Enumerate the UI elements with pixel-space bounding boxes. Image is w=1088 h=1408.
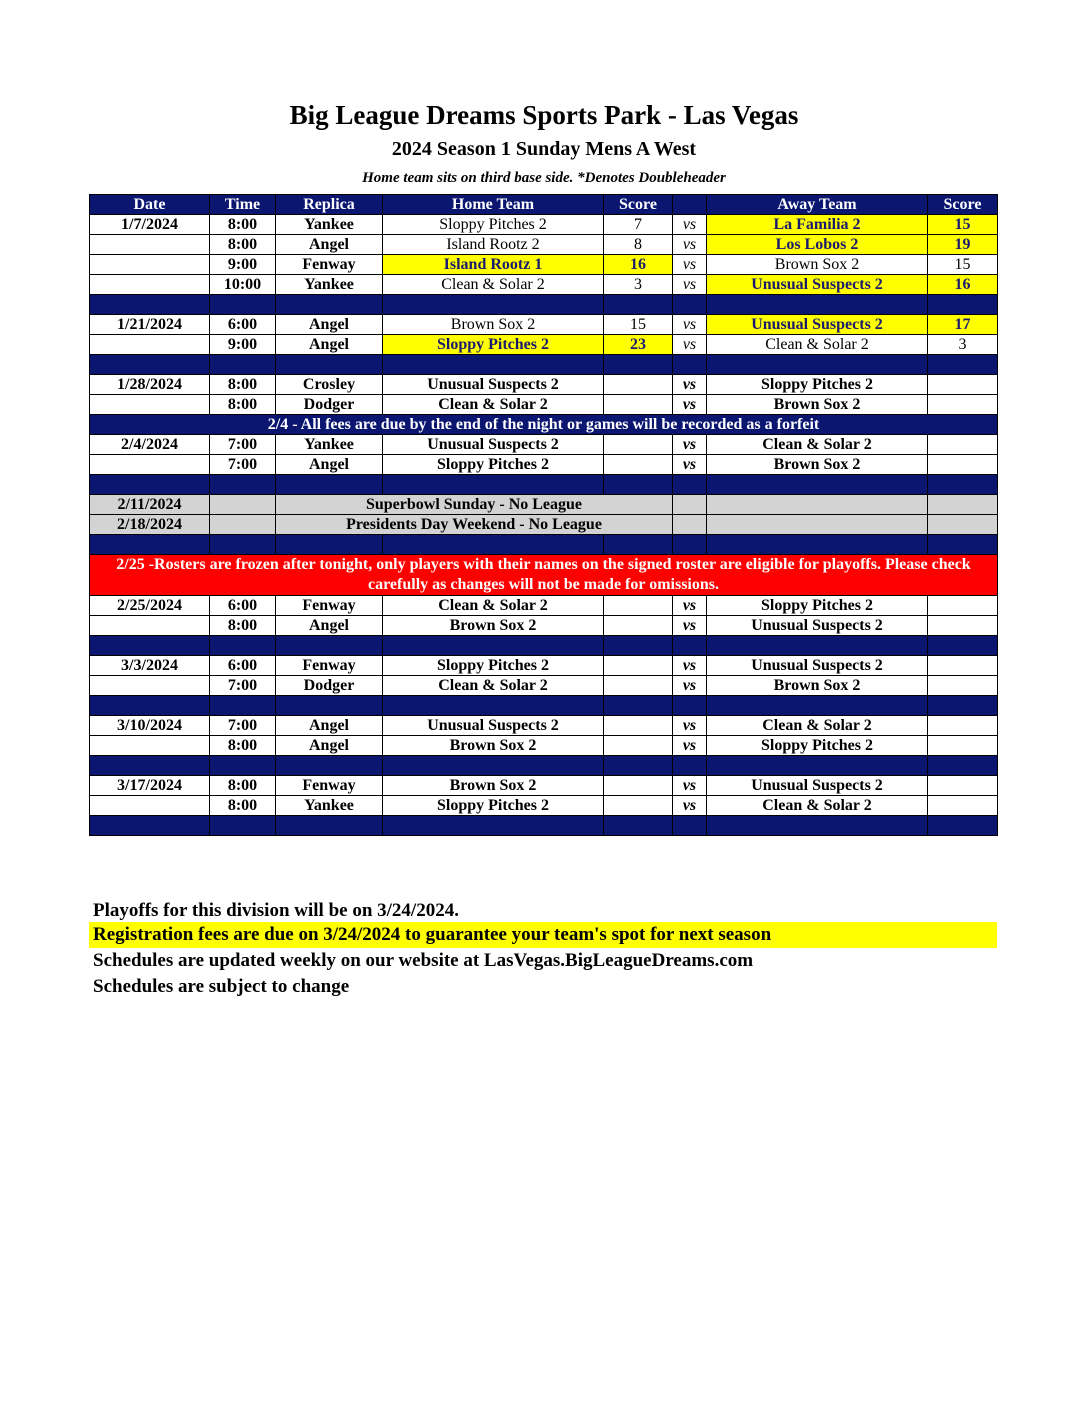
separator-cell	[90, 535, 210, 555]
game-row	[90, 716, 998, 736]
time-cell: 6:00	[210, 315, 276, 335]
replica-cell: Dodger	[276, 676, 383, 696]
home-score-cell: 7	[604, 215, 673, 235]
vs-cell: vs	[673, 455, 707, 475]
separator-cell	[383, 816, 604, 836]
away-team-cell: La Familia 2	[707, 215, 928, 235]
vs-cell	[673, 515, 707, 535]
col-time: Time	[210, 195, 276, 215]
replica-cell: Angel	[276, 335, 383, 355]
game-row	[90, 796, 998, 816]
separator-cell	[673, 696, 707, 716]
no-league-text: Presidents Day Weekend - No League	[276, 515, 673, 535]
away-team-cell: Brown Sox 2	[707, 255, 928, 275]
separator-cell	[928, 636, 998, 656]
vs-cell: vs	[673, 435, 707, 455]
time-cell: 6:00	[210, 656, 276, 676]
away-score-cell	[928, 375, 998, 395]
schedule-table	[89, 194, 998, 836]
home-score-cell	[604, 596, 673, 616]
vs-cell: vs	[673, 255, 707, 275]
date-cell	[90, 255, 210, 275]
home-team-cell: Unusual Suspects 2	[383, 435, 604, 455]
home-score-cell: 16	[604, 255, 673, 275]
game-row	[90, 255, 998, 275]
roster-freeze-text: 2/25 -Rosters are frozen after tonight, only players with their names on the signed roster are eligible for playoffs. Please check carefully as changes will not be made for omissions.	[90, 555, 998, 596]
game-row	[90, 275, 998, 295]
home-team-cell: Island Rootz 1	[383, 255, 604, 275]
separator-cell	[383, 696, 604, 716]
home-score-cell	[604, 395, 673, 415]
home-score-cell	[604, 776, 673, 796]
notice-text: 2/4 - All fees are due by the end of the night or games will be recorded as a forfeit	[90, 415, 998, 435]
col-vs	[673, 195, 707, 215]
date-cell	[90, 676, 210, 696]
home-team-cell: Clean & Solar 2	[383, 275, 604, 295]
replica-cell: Yankee	[276, 435, 383, 455]
separator-cell	[276, 636, 383, 656]
home-team-cell: Sloppy Pitches 2	[383, 335, 604, 355]
separator-cell	[604, 696, 673, 716]
home-score-cell	[604, 435, 673, 455]
separator-cell	[673, 355, 707, 375]
time-cell: 10:00	[210, 275, 276, 295]
game-row	[90, 335, 998, 355]
date-cell	[90, 235, 210, 255]
separator-cell	[210, 816, 276, 836]
separator-cell	[90, 756, 210, 776]
replica-cell: Yankee	[276, 215, 383, 235]
separator-cell	[90, 355, 210, 375]
separator-cell	[707, 475, 928, 495]
game-row	[90, 395, 998, 415]
home-score-cell	[604, 616, 673, 636]
game-row	[90, 776, 998, 796]
separator-cell	[604, 475, 673, 495]
vs-cell: vs	[673, 275, 707, 295]
separator-row	[90, 636, 998, 656]
game-row	[90, 676, 998, 696]
replica-cell: Angel	[276, 235, 383, 255]
home-team-cell: Sloppy Pitches 2	[383, 656, 604, 676]
home-team-cell: Brown Sox 2	[383, 315, 604, 335]
col-home-team: Home Team	[383, 195, 604, 215]
home-team-cell: Brown Sox 2	[383, 736, 604, 756]
away-score-cell	[928, 736, 998, 756]
separator-cell	[383, 355, 604, 375]
home-score-cell: 3	[604, 275, 673, 295]
away-score-cell: 15	[928, 255, 998, 275]
away-score-cell	[928, 495, 998, 515]
date-cell: 2/11/2024	[90, 495, 210, 515]
vs-cell: vs	[673, 375, 707, 395]
separator-cell	[707, 696, 928, 716]
vs-cell: vs	[673, 215, 707, 235]
separator-cell	[90, 475, 210, 495]
separator-cell	[673, 636, 707, 656]
replica-cell: Angel	[276, 716, 383, 736]
separator-cell	[90, 696, 210, 716]
col-home-score: Score	[604, 195, 673, 215]
time-cell: 7:00	[210, 435, 276, 455]
replica-cell: Yankee	[276, 275, 383, 295]
separator-cell	[383, 475, 604, 495]
away-score-cell: 17	[928, 315, 998, 335]
separator-cell	[383, 535, 604, 555]
away-team-cell: Brown Sox 2	[707, 676, 928, 696]
game-row	[90, 656, 998, 676]
vs-cell	[673, 495, 707, 515]
home-score-cell: 8	[604, 235, 673, 255]
separator-cell	[707, 816, 928, 836]
game-row	[90, 235, 998, 255]
time-cell: 8:00	[210, 796, 276, 816]
vs-cell: vs	[673, 335, 707, 355]
no-league-row	[90, 515, 998, 535]
home-score-cell: 23	[604, 335, 673, 355]
replica-cell: Angel	[276, 616, 383, 636]
away-score-cell	[928, 596, 998, 616]
replica-cell: Fenway	[276, 656, 383, 676]
separator-cell	[90, 816, 210, 836]
away-team-cell: Unusual Suspects 2	[707, 275, 928, 295]
vs-cell: vs	[673, 596, 707, 616]
separator-cell	[604, 295, 673, 315]
separator-cell	[928, 475, 998, 495]
separator-cell	[210, 295, 276, 315]
date-cell: 1/21/2024	[90, 315, 210, 335]
home-team-note: Home team sits on third base side. *Denotes Doubleheader	[362, 170, 726, 186]
separator-cell	[276, 475, 383, 495]
vs-cell: vs	[673, 796, 707, 816]
game-row	[90, 616, 998, 636]
home-score-cell	[604, 736, 673, 756]
notice-row	[90, 415, 998, 435]
vs-cell: vs	[673, 776, 707, 796]
replica-cell: Angel	[276, 736, 383, 756]
away-team-cell: Sloppy Pitches 2	[707, 736, 928, 756]
home-team-cell: Clean & Solar 2	[383, 676, 604, 696]
no-league-row	[90, 495, 998, 515]
home-score-cell	[604, 716, 673, 736]
date-cell: 3/17/2024	[90, 776, 210, 796]
time-cell	[210, 515, 276, 535]
schedule-body	[90, 215, 998, 836]
separator-cell	[604, 355, 673, 375]
separator-cell	[210, 475, 276, 495]
date-cell	[90, 335, 210, 355]
separator-cell	[210, 756, 276, 776]
away-team-cell: Brown Sox 2	[707, 395, 928, 415]
home-team-cell: Clean & Solar 2	[383, 596, 604, 616]
separator-cell	[928, 535, 998, 555]
time-cell: 8:00	[210, 215, 276, 235]
home-team-cell: Island Rootz 2	[383, 235, 604, 255]
separator-cell	[210, 636, 276, 656]
time-cell: 9:00	[210, 335, 276, 355]
website-note: Schedules are updated weekly on our website at LasVegas.BigLeagueDreams.com	[93, 950, 754, 971]
vs-cell: vs	[673, 716, 707, 736]
home-team-cell: Sloppy Pitches 2	[383, 796, 604, 816]
date-cell: 3/3/2024	[90, 656, 210, 676]
date-cell	[90, 275, 210, 295]
away-score-cell	[928, 676, 998, 696]
vs-cell: vs	[673, 235, 707, 255]
away-team-cell: Clean & Solar 2	[707, 435, 928, 455]
date-cell: 2/4/2024	[90, 435, 210, 455]
away-team-cell: Sloppy Pitches 2	[707, 596, 928, 616]
away-team-cell	[707, 515, 928, 535]
home-score-cell	[604, 676, 673, 696]
away-score-cell	[928, 776, 998, 796]
game-row	[90, 215, 998, 235]
separator-cell	[210, 696, 276, 716]
replica-cell: Angel	[276, 315, 383, 335]
away-score-cell	[928, 796, 998, 816]
home-score-cell: 15	[604, 315, 673, 335]
home-score-cell	[604, 796, 673, 816]
away-score-cell	[928, 455, 998, 475]
time-cell: 9:00	[210, 255, 276, 275]
separator-cell	[673, 816, 707, 836]
vs-cell: vs	[673, 656, 707, 676]
away-team-cell: Brown Sox 2	[707, 455, 928, 475]
away-team-cell: Los Lobos 2	[707, 235, 928, 255]
away-score-cell	[928, 656, 998, 676]
vs-cell: vs	[673, 315, 707, 335]
separator-cell	[276, 295, 383, 315]
separator-cell	[673, 295, 707, 315]
vs-cell: vs	[673, 395, 707, 415]
replica-cell: Fenway	[276, 776, 383, 796]
separator-cell	[276, 535, 383, 555]
time-cell: 7:00	[210, 676, 276, 696]
separator-cell	[707, 756, 928, 776]
separator-cell	[604, 816, 673, 836]
away-score-cell: 15	[928, 215, 998, 235]
game-row	[90, 315, 998, 335]
date-cell	[90, 455, 210, 475]
registration-note: Registration fees are due on 3/24/2024 to guarantee your team's spot for next season	[89, 922, 997, 948]
separator-cell	[210, 355, 276, 375]
separator-cell	[928, 816, 998, 836]
date-cell	[90, 736, 210, 756]
home-team-cell: Brown Sox 2	[383, 616, 604, 636]
home-team-cell: Sloppy Pitches 2	[383, 455, 604, 475]
separator-cell	[604, 636, 673, 656]
away-team-cell: Unusual Suspects 2	[707, 315, 928, 335]
vs-cell: vs	[673, 616, 707, 636]
separator-cell	[383, 756, 604, 776]
separator-row	[90, 355, 998, 375]
separator-cell	[276, 696, 383, 716]
separator-cell	[604, 756, 673, 776]
home-score-cell	[604, 375, 673, 395]
change-note: Schedules are subject to change	[93, 976, 350, 997]
away-score-cell: 19	[928, 235, 998, 255]
away-score-cell	[928, 716, 998, 736]
away-team-cell: Unusual Suspects 2	[707, 616, 928, 636]
separator-cell	[276, 816, 383, 836]
game-row	[90, 375, 998, 395]
time-cell: 7:00	[210, 455, 276, 475]
separator-cell	[210, 535, 276, 555]
time-cell: 8:00	[210, 395, 276, 415]
time-cell: 8:00	[210, 776, 276, 796]
time-cell: 8:00	[210, 375, 276, 395]
separator-row	[90, 475, 998, 495]
separator-row	[90, 696, 998, 716]
date-cell: 3/10/2024	[90, 716, 210, 736]
col-replica: Replica	[276, 195, 383, 215]
game-row	[90, 455, 998, 475]
separator-cell	[383, 636, 604, 656]
separator-row	[90, 816, 998, 836]
time-cell: 8:00	[210, 616, 276, 636]
playoffs-note: Playoffs for this division will be on 3/24/2024.	[93, 900, 459, 921]
separator-cell	[90, 295, 210, 315]
page-subtitle: 2024 Season 1 Sunday Mens A West	[391, 138, 697, 160]
separator-cell	[673, 535, 707, 555]
separator-cell	[90, 636, 210, 656]
home-team-cell: Brown Sox 2	[383, 776, 604, 796]
date-cell: 1/7/2024	[90, 215, 210, 235]
vs-cell: vs	[673, 676, 707, 696]
separator-row	[90, 295, 998, 315]
separator-cell	[707, 636, 928, 656]
time-cell: 7:00	[210, 716, 276, 736]
date-cell: 2/18/2024	[90, 515, 210, 535]
separator-cell	[276, 756, 383, 776]
game-row	[90, 736, 998, 756]
vs-cell: vs	[673, 736, 707, 756]
away-score-cell	[928, 515, 998, 535]
time-cell: 6:00	[210, 596, 276, 616]
separator-cell	[604, 535, 673, 555]
separator-cell	[928, 355, 998, 375]
home-score-cell	[604, 656, 673, 676]
away-score-cell	[928, 395, 998, 415]
away-team-cell: Clean & Solar 2	[707, 716, 928, 736]
time-cell	[210, 495, 276, 515]
home-team-cell: Unusual Suspects 2	[383, 375, 604, 395]
separator-cell	[928, 295, 998, 315]
header-row	[90, 195, 998, 215]
separator-cell	[928, 756, 998, 776]
time-cell: 8:00	[210, 736, 276, 756]
away-team-cell: Unusual Suspects 2	[707, 656, 928, 676]
away-score-cell	[928, 435, 998, 455]
separator-row	[90, 535, 998, 555]
col-date: Date	[90, 195, 210, 215]
separator-cell	[673, 475, 707, 495]
date-cell	[90, 616, 210, 636]
away-team-cell	[707, 495, 928, 515]
date-cell	[90, 395, 210, 415]
page-title: Big League Dreams Sports Park - Las Vegas	[289, 100, 799, 130]
roster-freeze-row	[90, 555, 998, 596]
separator-cell	[928, 696, 998, 716]
separator-cell	[707, 355, 928, 375]
separator-cell	[383, 295, 604, 315]
game-row	[90, 435, 998, 455]
separator-cell	[707, 295, 928, 315]
separator-cell	[673, 756, 707, 776]
away-score-cell	[928, 616, 998, 636]
separator-cell	[707, 535, 928, 555]
away-team-cell: Clean & Solar 2	[707, 796, 928, 816]
replica-cell: Fenway	[276, 596, 383, 616]
away-score-cell: 3	[928, 335, 998, 355]
no-league-text: Superbowl Sunday - No League	[276, 495, 673, 515]
replica-cell: Crosley	[276, 375, 383, 395]
away-score-cell: 16	[928, 275, 998, 295]
home-score-cell	[604, 455, 673, 475]
col-away-score: Score	[928, 195, 998, 215]
date-cell: 1/28/2024	[90, 375, 210, 395]
away-team-cell: Sloppy Pitches 2	[707, 375, 928, 395]
replica-cell: Dodger	[276, 395, 383, 415]
replica-cell: Yankee	[276, 796, 383, 816]
separator-cell	[276, 355, 383, 375]
time-cell: 8:00	[210, 235, 276, 255]
separator-row	[90, 756, 998, 776]
away-team-cell: Unusual Suspects 2	[707, 776, 928, 796]
date-cell: 2/25/2024	[90, 596, 210, 616]
home-team-cell: Clean & Solar 2	[383, 395, 604, 415]
game-row	[90, 596, 998, 616]
home-team-cell: Unusual Suspects 2	[383, 716, 604, 736]
replica-cell: Fenway	[276, 255, 383, 275]
date-cell	[90, 796, 210, 816]
away-team-cell: Clean & Solar 2	[707, 335, 928, 355]
replica-cell: Angel	[276, 455, 383, 475]
col-away-team: Away Team	[707, 195, 928, 215]
home-team-cell: Sloppy Pitches 2	[383, 215, 604, 235]
